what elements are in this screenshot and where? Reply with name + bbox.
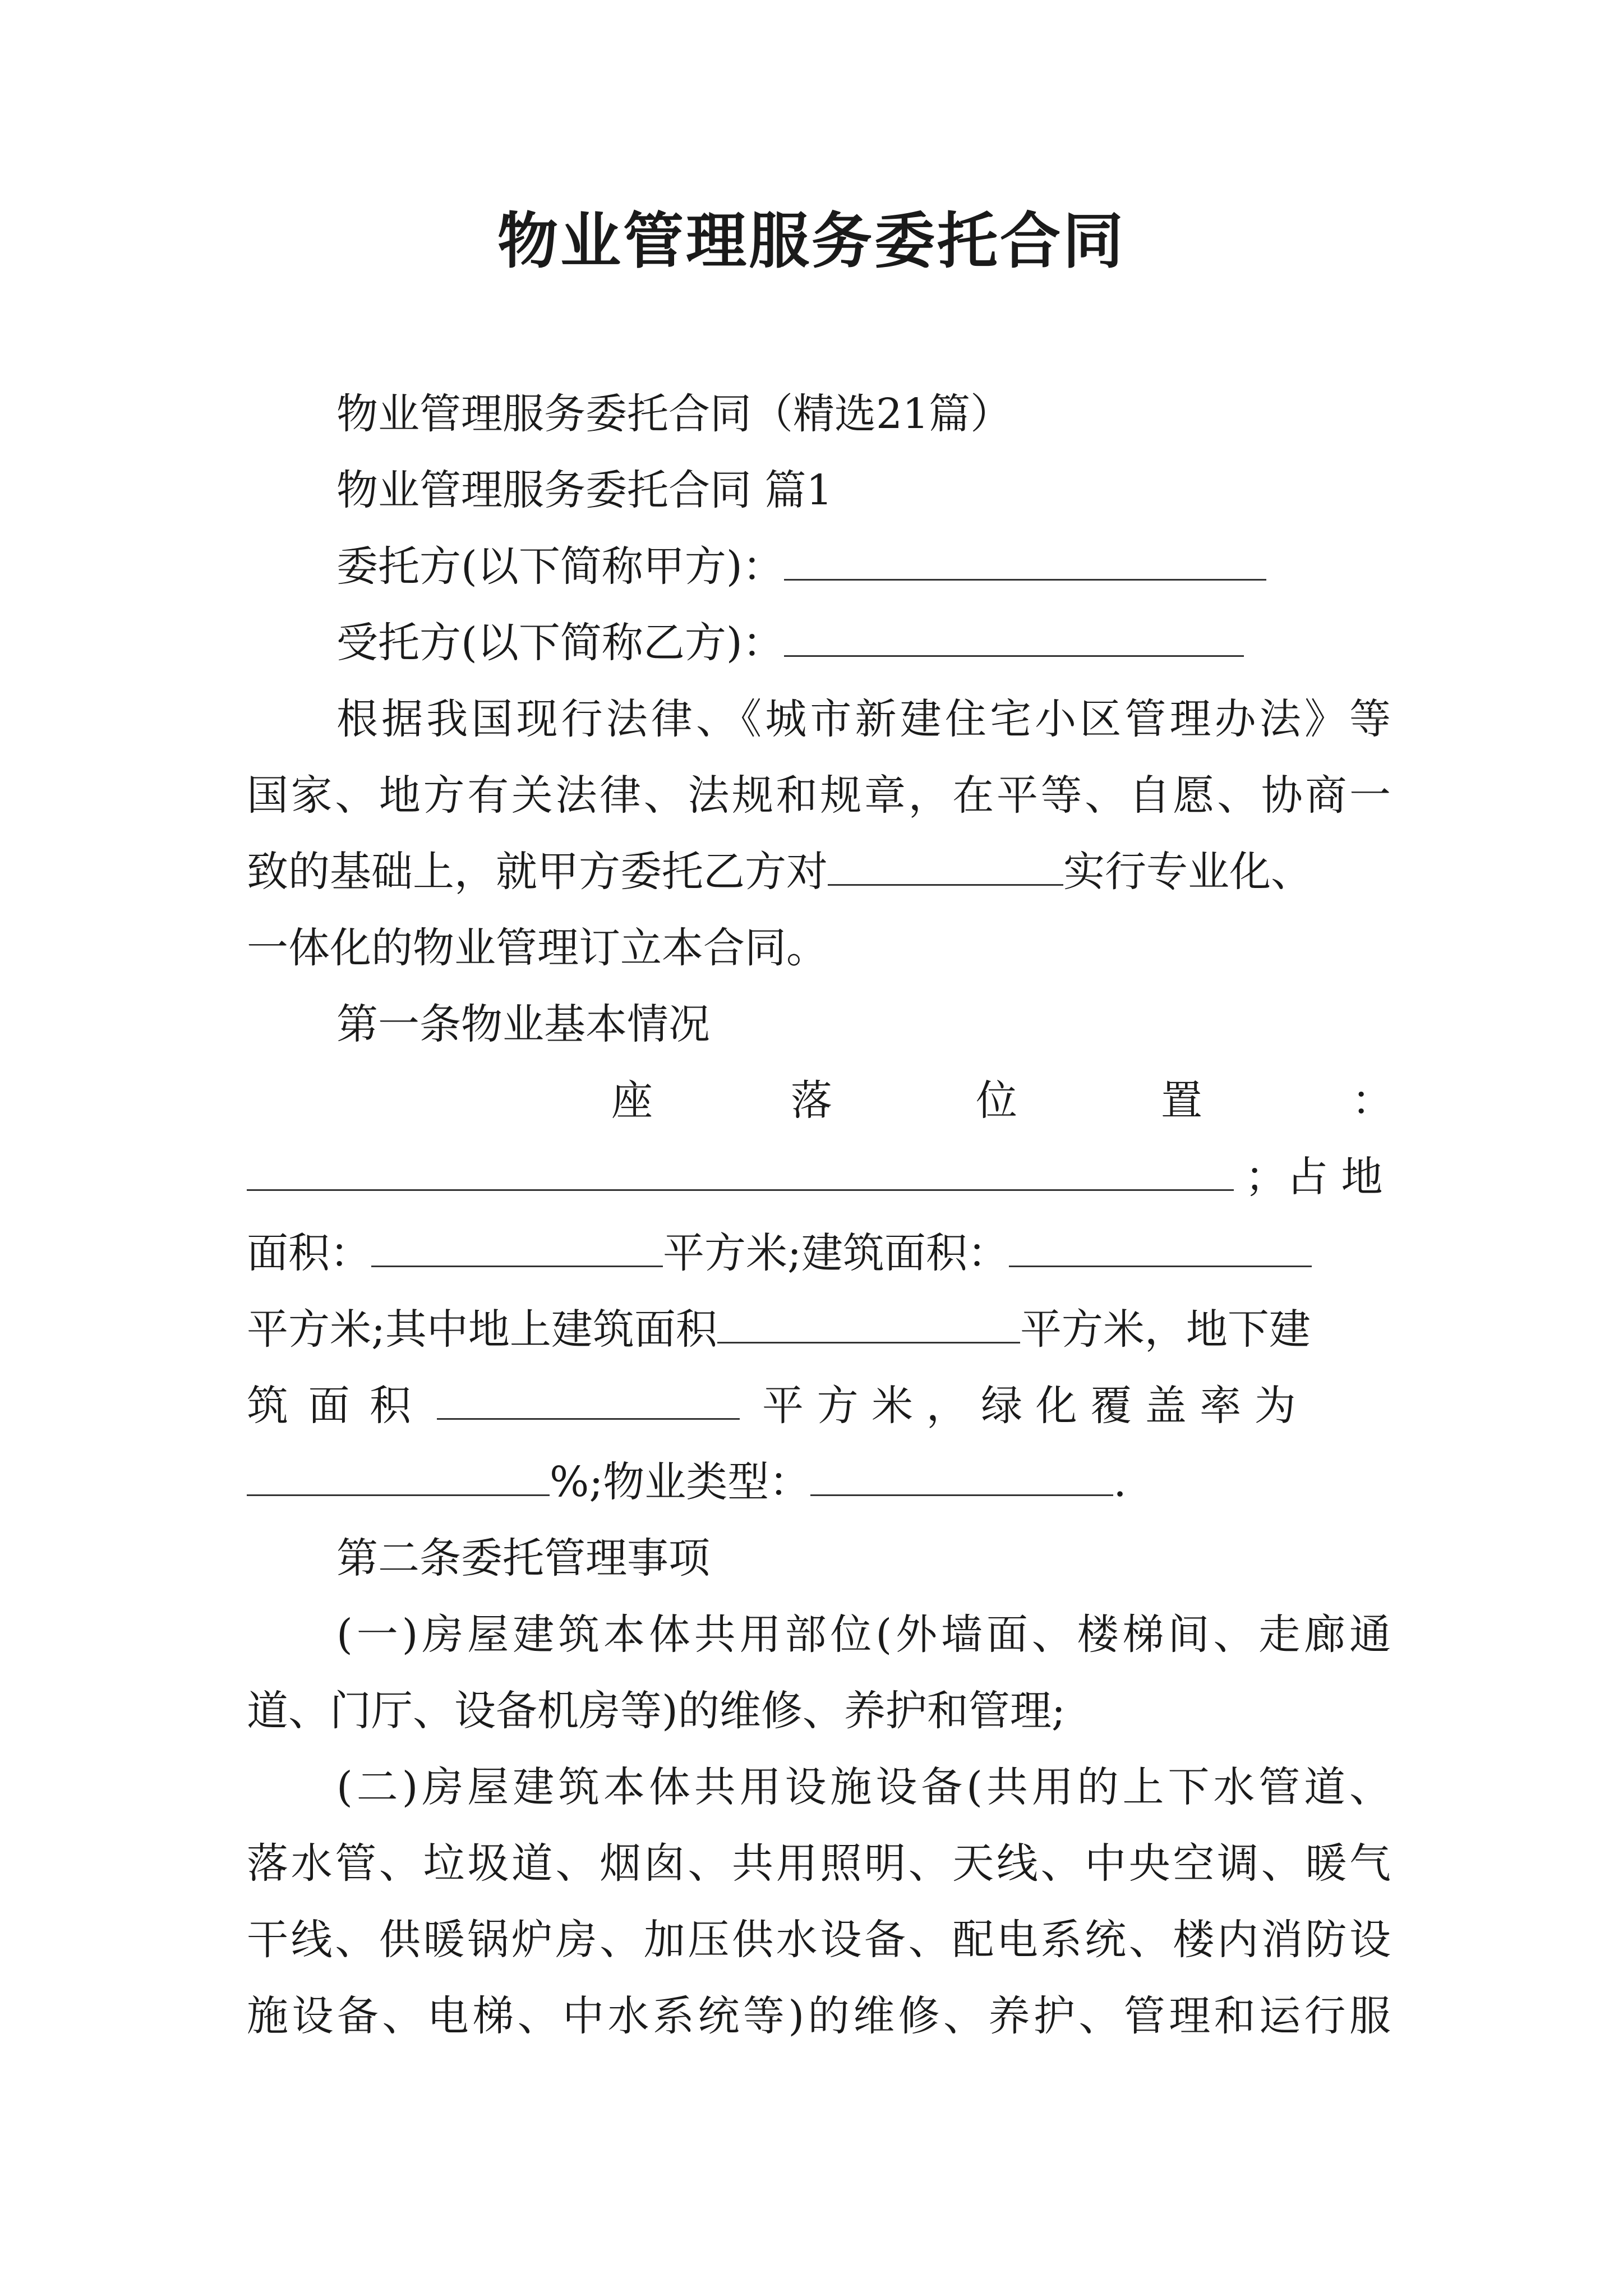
party-a-line: [336, 540, 1391, 593]
location-char-2: 落: [791, 1076, 832, 1125]
location-blank: [247, 1152, 1234, 1191]
party-b-blank: [784, 618, 1244, 657]
above-ground-blank: [717, 1305, 1020, 1343]
end-period: .: [1113, 1458, 1127, 1506]
green-rate-blank: [247, 1457, 550, 1496]
party-b-line: [336, 616, 1391, 670]
building-area-blank: [1009, 1228, 1312, 1267]
location-blank-line: [247, 1150, 1391, 1204]
green-rate-label: 平 方 米 ， 绿 化 覆 盖 率 为: [762, 1382, 1296, 1430]
land-area-blank: [371, 1228, 663, 1267]
location-char-3: 位: [976, 1076, 1017, 1125]
intro-line-2: 国家、地方有关法律、法规和规章，在平等、自愿、协商一: [247, 771, 1391, 820]
item1-line-2: 道、门厅、设备机房等)的维修、养护和管理;: [247, 1687, 1066, 1735]
location-char-4: 置: [1161, 1076, 1202, 1125]
intro-line-4: 一体化的物业管理订立本合同。: [247, 924, 828, 972]
underground-blank: [437, 1381, 740, 1420]
type-line: [247, 1455, 1391, 1509]
item2-line-4: 施设备、电梯、中水系统等)的维修、养护、管理和运行服: [247, 1992, 1391, 2040]
property-type-label: %;物业类型：: [550, 1458, 811, 1506]
above-ground-label: 平方米;其中地上建筑面积: [247, 1305, 717, 1354]
item1-line-1: (一)房屋建筑本体共用部位(外墙面、楼梯间、走廊通: [336, 1611, 1391, 1659]
underground-label: 筑 面 积: [247, 1382, 415, 1430]
subtitle: 物业管理服务委托合同（精选21篇）: [336, 390, 1012, 438]
intro-line-3b: 实行专业化、: [1063, 848, 1312, 896]
intro-line-1: 根据我国现行法律、《城市新建住宅小区管理办法》等: [336, 695, 1391, 743]
underground-lead: 平方米，地下建: [1020, 1305, 1311, 1354]
location-char-5: ：: [1352, 1076, 1393, 1125]
location-char-1: 座: [611, 1076, 653, 1125]
land-area-label: ；占 地: [1245, 1153, 1383, 1201]
party-a-blank: [784, 542, 1266, 581]
item2-line-3: 干线、供暖锅炉房、加压供水设备、配电系统、楼内消防设: [247, 1916, 1391, 1964]
above-ground-line: [247, 1303, 1391, 1356]
area-label: 面积：: [247, 1229, 371, 1277]
intro-line-3: [247, 845, 1391, 899]
party-b-label: 受托方(以下简称乙方)：: [336, 619, 784, 667]
area-line: [247, 1226, 1391, 1280]
building-area-label: 平方米;建筑面积：: [663, 1229, 1009, 1277]
underground-line: [247, 1379, 1391, 1433]
property-name-blank: [828, 847, 1063, 886]
intro-line-3a: 致的基础上，就甲方委托乙方对: [247, 848, 828, 896]
party-a-label: 委托方(以下简称甲方)：: [336, 542, 784, 591]
section2-heading: 第二条委托管理事项: [336, 1534, 710, 1582]
item2-line-2: 落水管、垃圾道、烟囱、共用照明、天线、中央空调、暖气: [247, 1839, 1391, 1888]
page-title: 物业管理服务委托合同: [497, 206, 1126, 277]
item2-line-1: (二)房屋建筑本体共用设施设备(共用的上下水管道、: [336, 1763, 1391, 1811]
section1-heading: 第一条物业基本情况: [336, 1000, 710, 1048]
article-heading: 物业管理服务委托合同 篇1: [336, 466, 833, 514]
property-type-blank: [810, 1457, 1113, 1496]
